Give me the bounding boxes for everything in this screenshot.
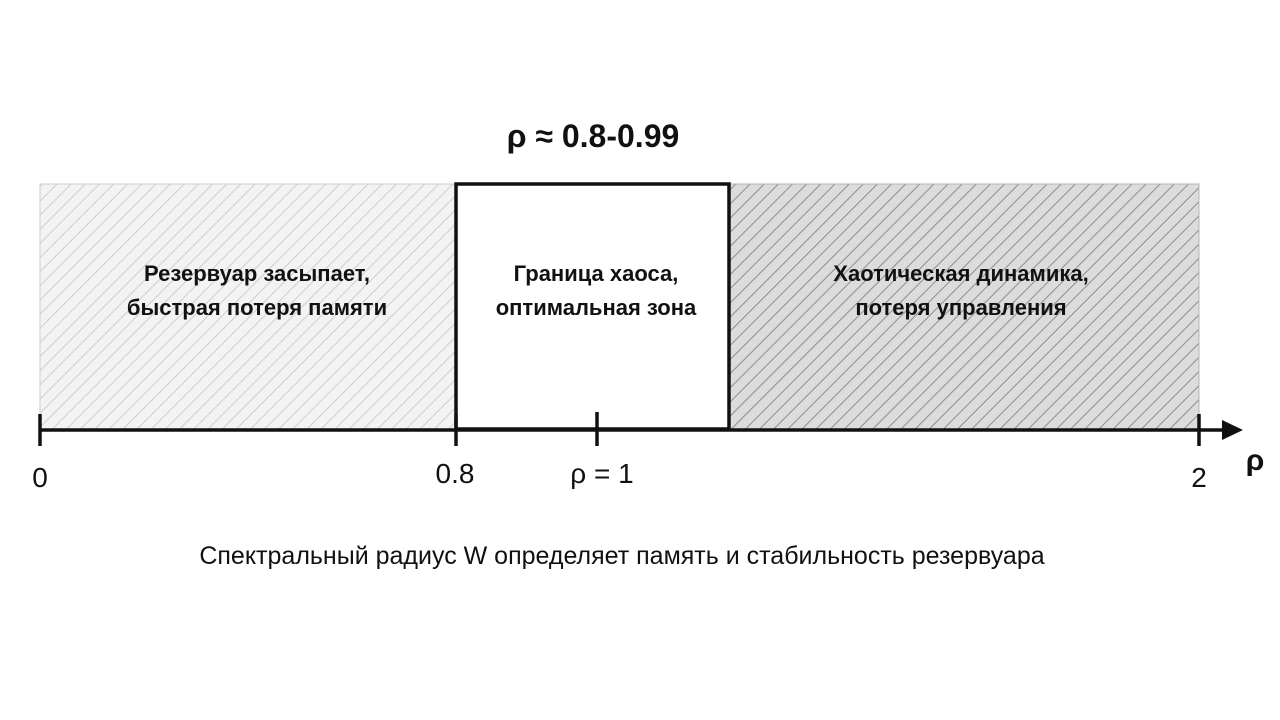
zone-sleeping-reservoir [40,184,456,429]
zone-right-label-line1: Хаотическая динамика, [833,261,1089,286]
tick-label-0-8: 0.8 [435,458,475,489]
zone-right-label-line2: потеря управления [855,295,1067,320]
zone-left-label-line1: Резервуар засыпает, [144,261,370,286]
zone-middle-label-line2: оптимальная зона [495,295,697,320]
zone-chaotic-dynamics [729,184,1199,429]
tick-label-2: 2 [1191,462,1207,493]
tick-label-rho-1: ρ = 1 [570,458,634,489]
axis-arrow-icon [1222,420,1243,440]
zone-middle-label-line1: Граница хаоса, [513,261,679,286]
optimal-range-label: ρ ≈ 0.8-0.99 [506,118,680,154]
diagram-caption: Спектральный радиус W определяет память и стабильность резервуара [199,542,1045,570]
axis-name-rho: ρ [1245,444,1265,477]
zone-edge-of-chaos [456,184,729,429]
zone-left-label-line2: быстрая потеря памяти [126,295,388,320]
tick-label-0: 0 [32,462,48,493]
